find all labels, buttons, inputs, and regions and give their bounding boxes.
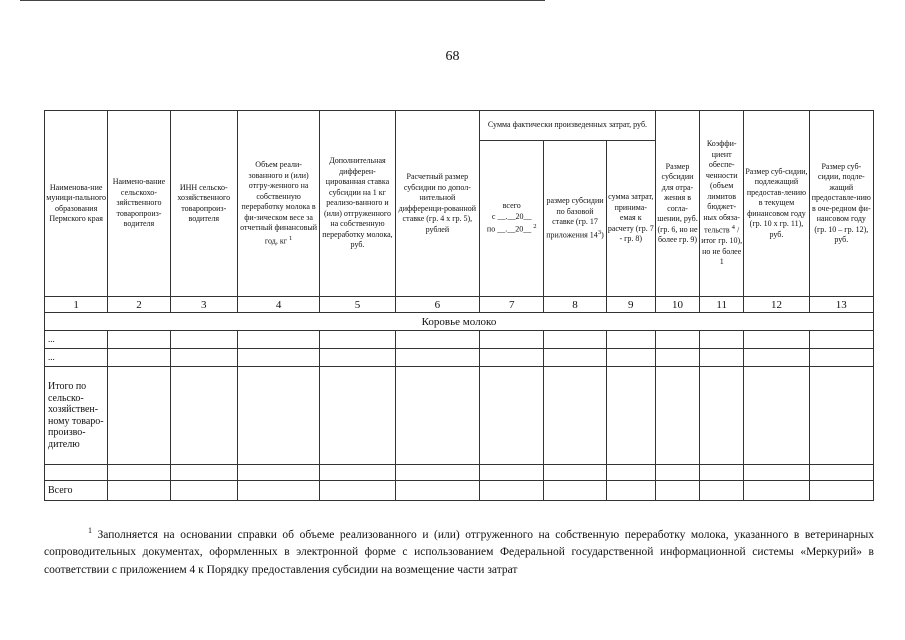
column-number: 9 <box>606 297 655 313</box>
table-row <box>45 349 874 367</box>
table-row <box>45 481 874 501</box>
header-municipality: Наименова-ние муници-пального образования Пермского края <box>45 111 108 297</box>
column-number: 6 <box>395 297 479 313</box>
header-base-rate-subsidy: размер субсидии по базовой ставке (гр. 17 приложения $14^3$) <box>544 141 606 297</box>
column-number: 12 <box>744 297 809 313</box>
header-agreement-subsidy: Размер субсидии для отра-жения в согла-шении, руб. (гр. 6, но не более гр. 9) <box>655 111 699 297</box>
column-number: 13 <box>809 297 873 313</box>
page-number: 68 <box>445 49 460 64</box>
column-number: 4 <box>237 297 319 313</box>
header-actual-costs-group: Сумма фактически произведенных затрат, руб. <box>480 111 656 141</box>
ellipsis-cell: ... <box>45 349 108 367</box>
column-number: 10 <box>655 297 699 313</box>
ellipsis-cell: ... <box>45 331 108 349</box>
header-calculated-subsidy: Расчетный размер субсидии по допол-нительной дифференци-рованной ставке (гр. 4 х гр. 5), рублей <box>395 111 479 297</box>
column-number: 8 <box>544 297 606 313</box>
section-title: Коровье молоко <box>45 313 874 331</box>
column-number: 5 <box>320 297 395 313</box>
column-number: 1 <box>45 297 108 313</box>
top-rule <box>20 0 545 1</box>
header-producer-name: Наимено-вание сельскохо-зяйственного товаропроиз-водителя <box>108 111 170 297</box>
footnote <box>44 522 874 579</box>
header-current-year-subsidy: Размер суб-сидии, подлежащий предостав-лению в текущем финансовом году (гр. 10 х гр. 11), руб. <box>744 111 809 297</box>
footnote-marker: 1 <box>88 526 92 535</box>
column-number: 3 <box>170 297 237 313</box>
header-producer-inn: ИНН сельско-хозяйственного товаропроиз-водителя <box>170 111 237 297</box>
column-number: 11 <box>700 297 744 313</box>
column-number: 2 <box>108 297 170 313</box>
table-row <box>45 465 874 481</box>
column-number: 7 <box>480 297 544 313</box>
vsego-label: Всего <box>45 481 108 501</box>
subsidy-calculation-table <box>44 110 874 501</box>
header-costs-total: всего с __.__20__ по __.__20__ $^2$ <box>480 141 544 297</box>
header-accepted-costs: сумма затрат, принима-емая к расчету (гр. 7 - гр. 8) <box>606 141 655 297</box>
itogo-label: Итого по сельско-хозяйствен-ному товаро-произво-дителю <box>45 367 108 465</box>
header-milk-volume: Объем реали-зованного и (или) отгру-женного на собственную переработку молока в фи-зическом весе за отчетный финансовый год, кг $^1$ <box>237 111 319 297</box>
header-additional-rate: Дополнительная дифферен-цированная ставка субсидии на 1 кг реализо-ванного и (или) отгруженного на собственную переработку молока, руб. <box>320 111 395 297</box>
table-row <box>45 367 874 465</box>
table-row <box>45 331 874 349</box>
footnote-text: Заполняется на основании справки об объеме реализованного и (или) отгруженного на собственную переработку молока, указанного в ветеринарных сопроводительных документах, оформленных в электронной форме с использованием Федеральной государственной информационной системы «Меркурий» в соответствии с приложением 4 к Порядку предоставления субсидии на возмещение части затрат <box>44 528 874 576</box>
header-coverage-coefficient: Коэффи-циент обеспе-ченности (объем лимитов бюджет-ных обяза-тельств $^4$ / итог гр. 10), но не более 1 <box>700 111 744 297</box>
header-next-year-subsidy: Размер суб-сидии, подле-жащий предоставле-нию в оче-редном фи-нансовом году (гр. 10 – гр. 12), руб. <box>809 111 873 297</box>
